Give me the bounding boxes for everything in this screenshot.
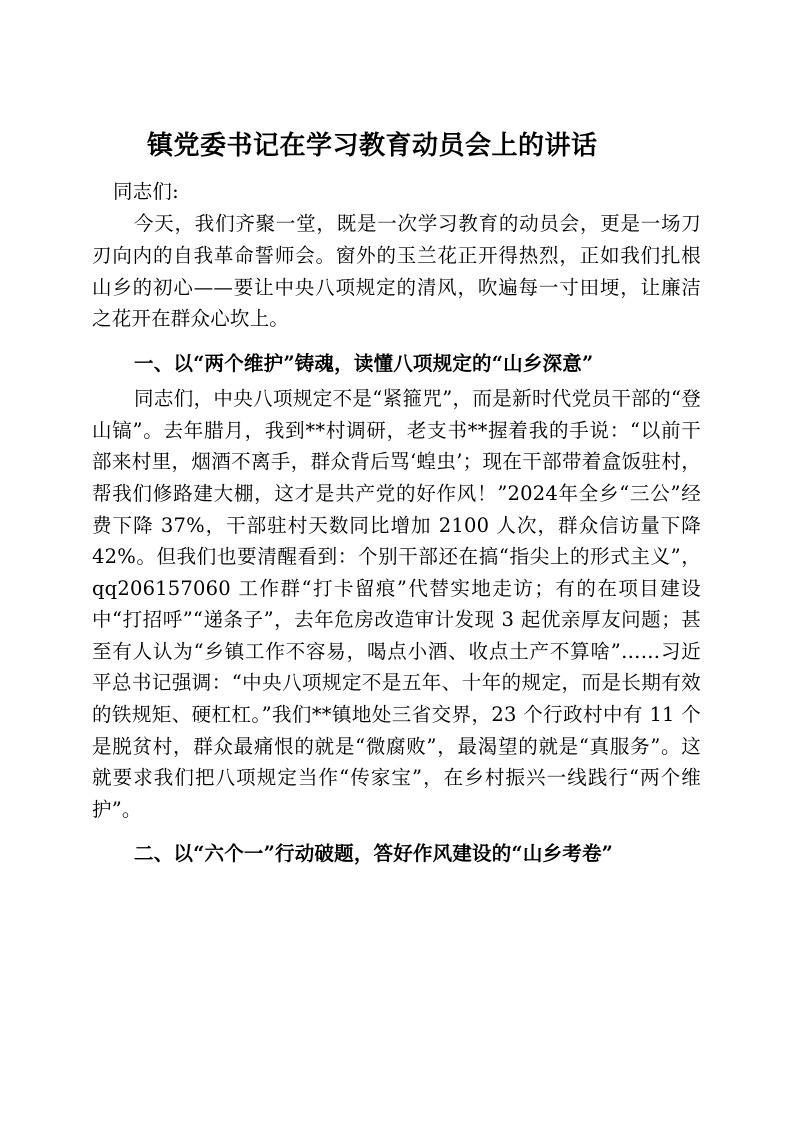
spacer: [92, 826, 701, 832]
section-1-body: 同志们，中央八项规定不是“紧箍咒”，而是新时代党员干部的“登山镐”。去年腊月，我到**村调研，老支书**握着我的手说：“以前干部来村里，烟酒不离手，群众背后骂‘蝗虫’；现在干部带着盒饭驻村，帮我们修路建大棚，这才是共产党的好作风！”2024年全乡“三公”经费下降 37%，干部驻村天数同比增加 2100 人次，群众信访量下降 42%。但我们也要清醒看到：个别干部还在搞“指尖上的形式主义”，qq206157060 工作群“打卡留痕”代替实地走访；有的在项目建设中“打招呼”“递条子”，去年危房改造审计发现 3 起优亲厚友问题；甚至有人认为“乡镇工作不容易，喝点小酒、收点土产不算啥”……习近平总书记强调：“中央八项规定不是五年、十年的规定，而是长期有效的铁规矩、硬杠杠。”我们**镇地处三省交界，23 个行政村中有 11 个是脱贫村，群众最痛恨的就是“微腐败”，最渴望的就是“真服务”。这就要求我们把八项规定当作“传家宝”，在乡村振兴一线践行“两个维护”。: [92, 387, 701, 821]
spacer: [92, 336, 701, 342]
section-2-heading: 二、以“六个一”行动破题，答好作风建设的“山乡考卷”: [134, 842, 614, 866]
opening-paragraph: 今天，我们齐聚一堂，既是一次学习教育的动员会，更是一场刀刃向内的自我革命誓师会。窗外的玉兰花正开得热烈，正如我们扎根山乡的初心——要让中央八项规定的清风，吹遍每一寸田埂，让廉洁之花开在群众心坎上。: [92, 212, 701, 331]
page-title: 镇党委书记在学习教育动员会上的讲话: [147, 131, 598, 161]
salutation: 同志们:: [113, 179, 179, 203]
section-1-heading: 一、以“两个维护”铸魂，读懂八项规定的“山乡深意”: [134, 351, 594, 375]
